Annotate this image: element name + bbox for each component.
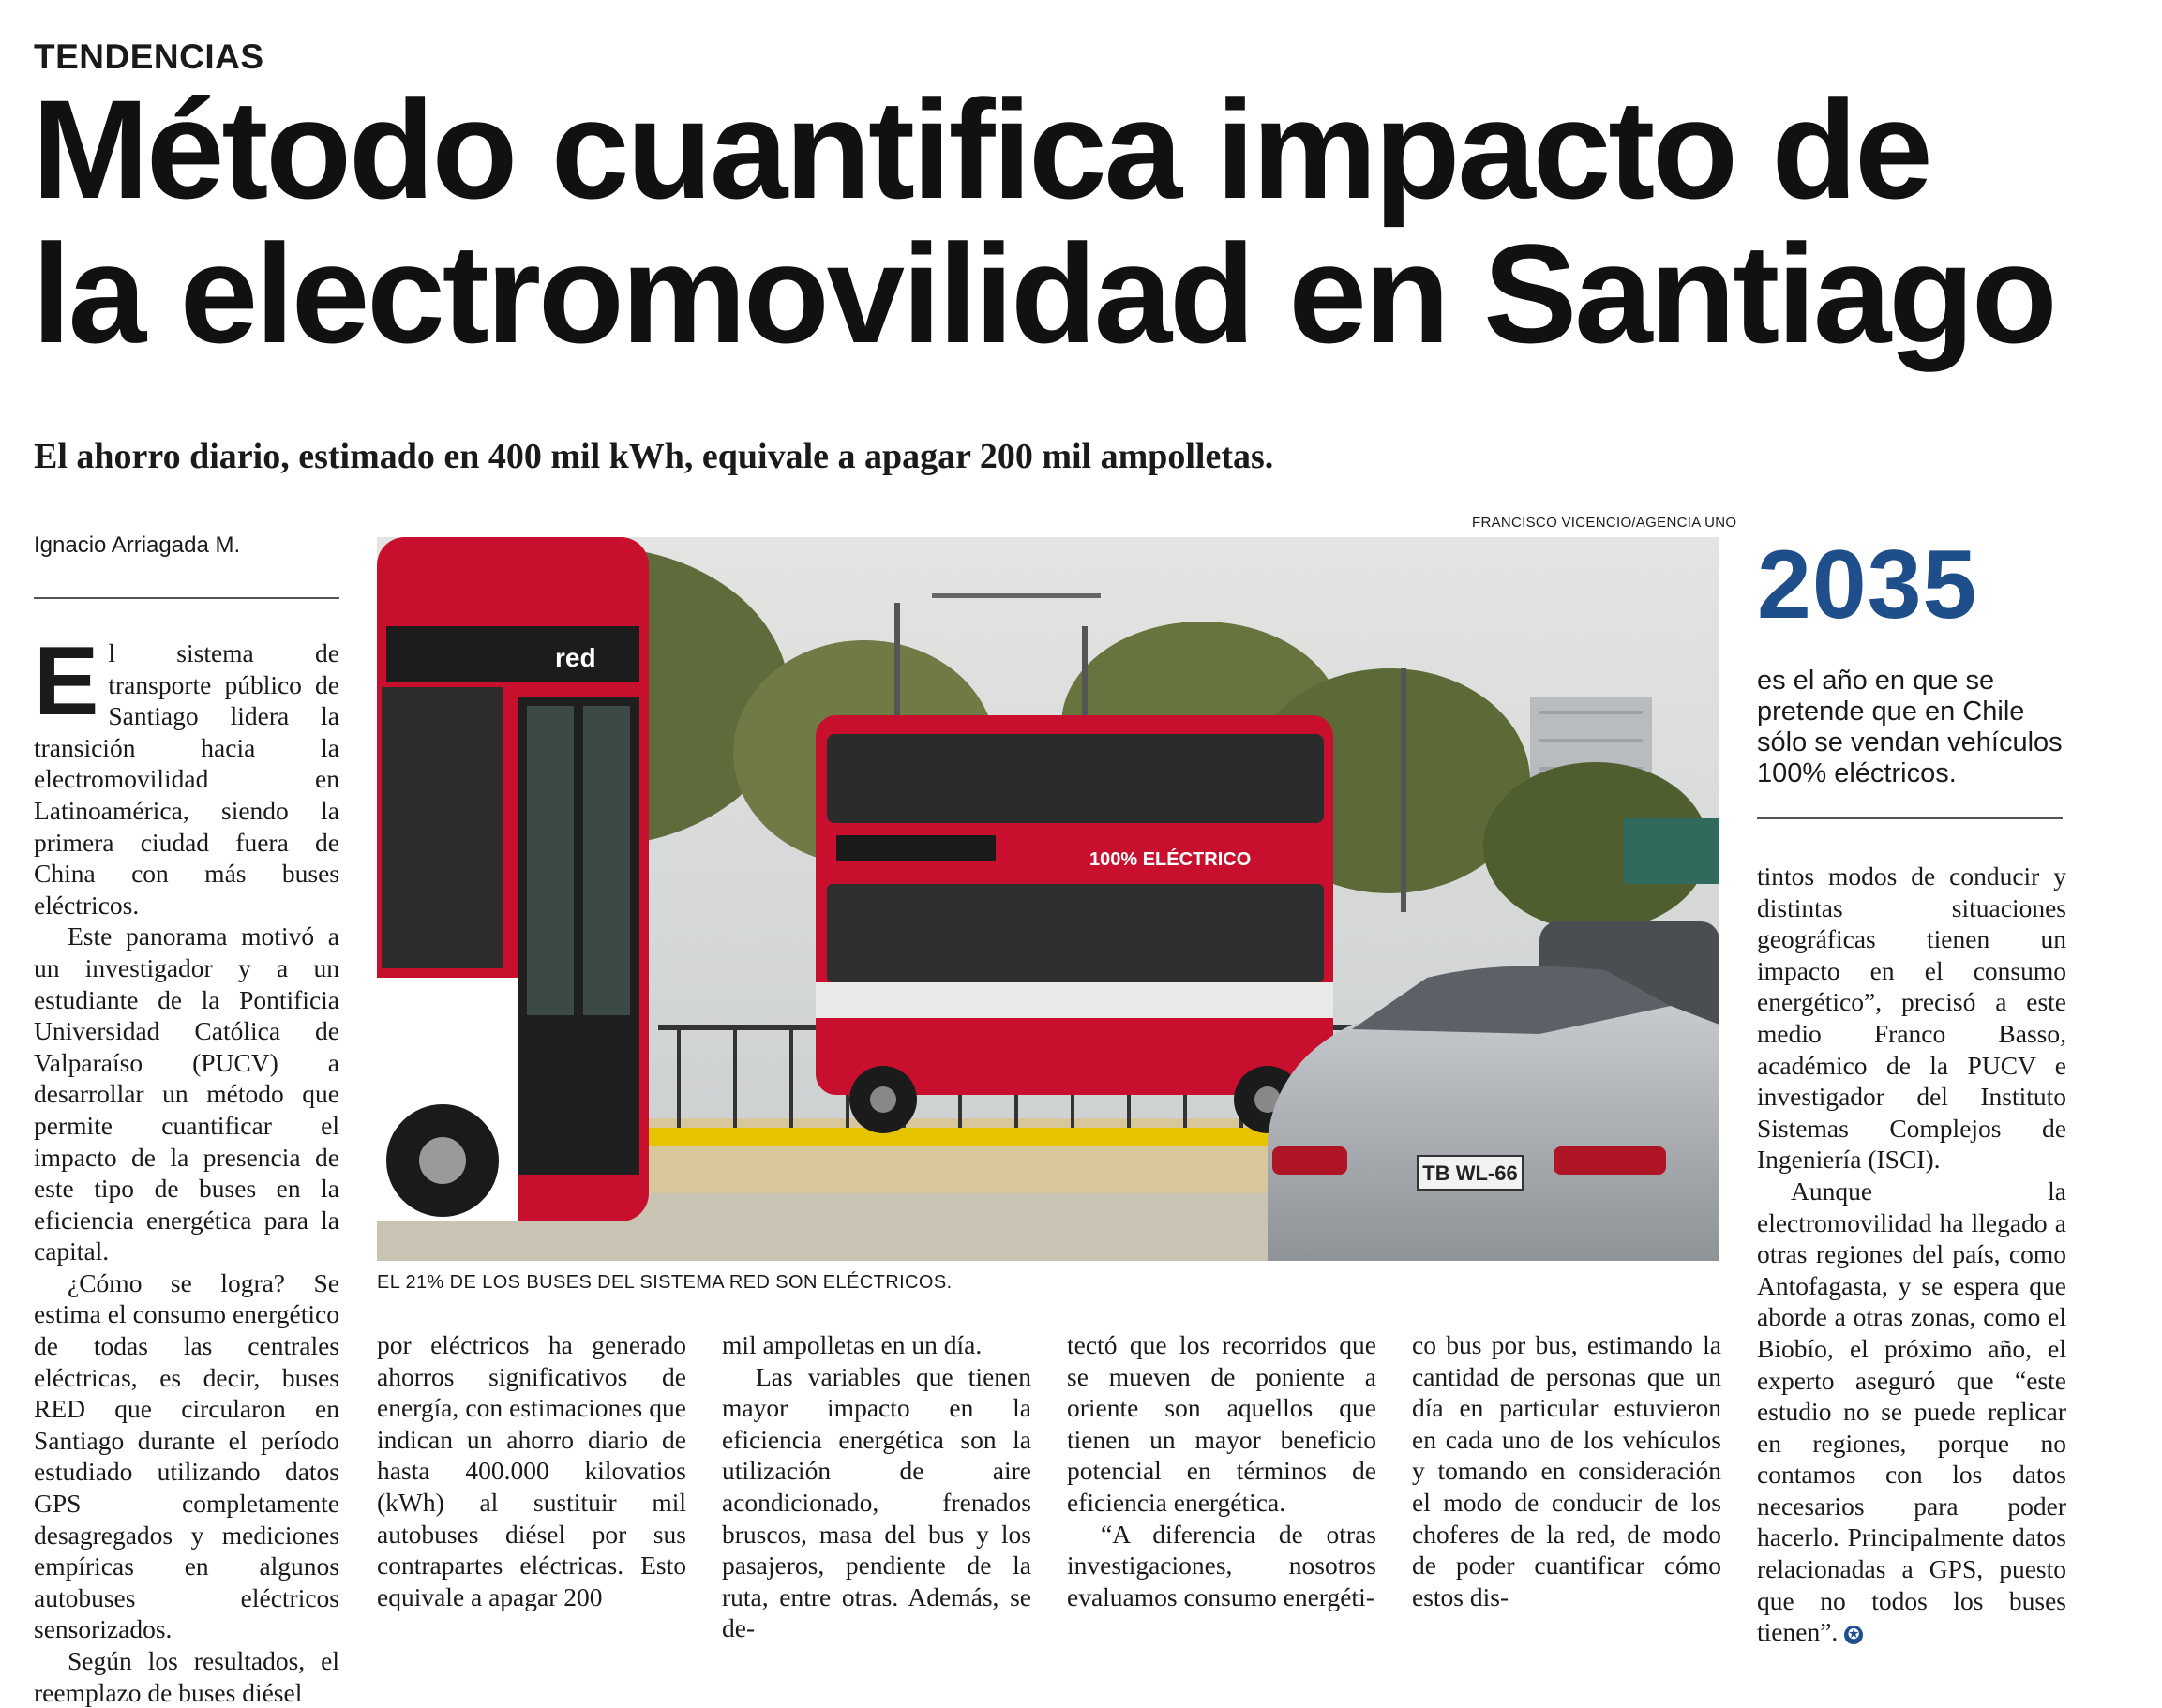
news-photo [377,537,1719,1261]
article-column-5 [1412,1329,1721,1612]
bus-side-label: 100% ELÉCTRICO [1089,849,1252,870]
paragraph: por eléctricos ha generado ahorros significativos de energía, con estimaciones que indican un ahorro diario de hasta 400.000 kilovatios (kWh) al sustituir mil autobuses diésel por sus contrapartes eléctricas. Esto equivale a apagar 200 [377,1330,686,1611]
headline-line-1: Método cuantifica impacto de [32,70,1930,228]
highlight-divider [1757,817,2063,819]
drop-cap: E [34,627,99,736]
bus-front [377,537,649,1221]
paragraph: mil ampolletas en un día. [722,1330,983,1359]
paragraph: co bus por bus, estimando la cantidad de personas que un día en particular estuvieron en cada uno de los vehículos y tomando en consideración el modo de conducir de los choferes de la red, de modo de poder cuantificar cómo estos dis- [1412,1330,1721,1611]
photo-credit: FRANCISCO VICENCIO/AGENCIA UNO [1472,515,1737,531]
headline-line-2: la electromovilidad en Santiago [32,215,2055,372]
article-column-6 [1757,861,2066,1648]
license-plate: TB WL-66 [1422,1161,1518,1185]
bus-front-label: red [555,643,596,672]
end-mark-icon: ✪ [1844,1626,1863,1644]
paragraph: tectó que los recorridos que se mueven de poniente a oriente son aquellos que tienen un mayor beneficio potencial en términos de eficiencia energética. [1067,1330,1376,1517]
bus-scene-illustration [377,537,1719,1261]
paragraph: ¿Cómo se logra? Se estima el consumo energético de todas las centrales eléctricas, es decir, buses RED que circularon en Santiago durante el período estudiado utilizando datos GPS completamente desagregados y mediciones empíricas en algunos autobuses eléctricos sensorizados. [34,1267,339,1644]
paragraph-text: Aunque la electromovilidad ha llegado a otras regiones del país, como Antofagasta, y se espera que aborde a otras zonas, como el Biobío, el próximo año, el experto aseguró que “este estudio no se puede replicar en regiones, porque no contamos con los datos necesarios para poder hacerlo. Principalmente datos relacionadas a GPS, puesto que no todos los buses tienen”. [1757,1176,2066,1647]
byline: Ignacio Arriagada M. [34,532,241,558]
photo-caption: EL 21% DE LOS BUSES DEL SISTEMA RED SON ELÉCTRICOS. [377,1272,953,1293]
paragraph-text: l sistema de transporte público de Santiago lidera la transición hacia la electromovilidad en Latinoamérica, siendo la primera ciudad fuera de China con más buses eléctricos. [34,638,339,920]
paragraph [34,627,339,921]
article-column-3 [722,1329,1031,1644]
highlight-number: 2035 [1757,531,1978,639]
paragraph: Según los resultados, el reemplazo de buses diésel [34,1646,339,1707]
paragraph: tintos modos de conducir y distintas situaciones geográficas tienen un impacto en el consumo energético”, precisó a este medio Franco Basso, académico de la PUCV e investigador del Instituto Sistemas Complejos de Ingeniería (ISCI). [1757,861,2066,1175]
highlight-text: es el año en que se pretende que en Chile sólo se vendan vehículos 100% eléctricos. [1757,666,2063,788]
byline-divider [34,597,339,599]
article-column-2 [377,1329,686,1612]
section-label: TENDENCIAS [34,37,264,76]
paragraph: Este panorama motivó a un investigador y a un estudiante de la Pontificia Universidad Católica de Valparaíso (PUCV) a desarrollar un método que permite cuantificar el impacto de la presencia de este tipo de buses en la eficiencia energética para la capital. [34,921,339,1266]
article-column-4 [1067,1329,1376,1612]
headline [32,70,2141,372]
paragraph: Las variables que tienen mayor impacto en la eficiencia energética son la utilización de aire acondicionado, frenados bruscos, masa del bus y los pasajeros, pendiente de la ruta, entre otras. Además, se de- [722,1361,1031,1643]
paragraph [1757,1176,2066,1648]
paragraph: “A diferencia de otras investigaciones, nosotros evaluamos consumo energéti- [1067,1519,1376,1611]
double-decker-bus [816,715,1333,1133]
subheadline: El ahorro diario, estimado en 400 mil kWh, equivale a apagar 200 mil ampolletas. [34,437,1274,476]
article-column-1 [34,627,339,1708]
